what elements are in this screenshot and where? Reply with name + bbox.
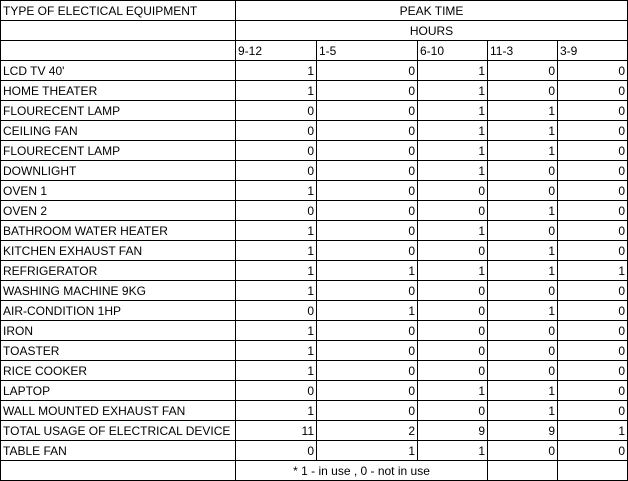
- usage-value-cell: 9: [488, 421, 558, 441]
- usage-value-cell: 0: [317, 361, 418, 381]
- usage-value-cell: 0: [558, 341, 628, 361]
- usage-value-cell: 1: [236, 81, 317, 101]
- time-slot-header: 6-10: [418, 41, 488, 61]
- equipment-name: OVEN 1: [1, 181, 236, 201]
- table-row: [1, 361, 628, 381]
- usage-value-cell: 0: [488, 161, 558, 181]
- time-slot-header: 9-12: [236, 41, 317, 61]
- header-row-3: [1, 41, 628, 61]
- usage-value-cell: 0: [488, 281, 558, 301]
- usage-value-cell: 0: [558, 381, 628, 401]
- usage-value-cell: 0: [558, 101, 628, 121]
- table-body: [1, 1, 628, 461]
- usage-value-cell: 1: [488, 301, 558, 321]
- usage-value-cell: 1: [418, 101, 488, 121]
- usage-value-cell: 0: [236, 441, 317, 461]
- equipment-name: REFRIGERATOR: [1, 261, 236, 281]
- usage-value-cell: 0: [418, 321, 488, 341]
- usage-value-cell: 0: [317, 161, 418, 181]
- usage-value-cell: 9: [418, 421, 488, 441]
- usage-value-cell: 0: [558, 301, 628, 321]
- usage-value-cell: 0: [317, 141, 418, 161]
- usage-value-cell: 0: [488, 441, 558, 461]
- usage-value-cell: 0: [558, 401, 628, 421]
- usage-value-cell: 0: [558, 241, 628, 261]
- usage-value-cell: 0: [317, 181, 418, 201]
- usage-value-cell: 0: [236, 121, 317, 141]
- time-slot-header: 1-5: [317, 41, 418, 61]
- table-row: [1, 201, 628, 221]
- usage-value-cell: 0: [317, 81, 418, 101]
- usage-value-cell: 1: [418, 141, 488, 161]
- usage-value-cell: 1: [317, 261, 418, 281]
- footnote: * 1 - in use , 0 - not in use: [236, 461, 488, 481]
- usage-value-cell: 1: [236, 61, 317, 81]
- usage-value-cell: 0: [558, 221, 628, 241]
- usage-value-cell: 0: [317, 281, 418, 301]
- equipment-name: CEILING FAN: [1, 121, 236, 141]
- usage-value-cell: 0: [558, 61, 628, 81]
- usage-value-cell: 1: [418, 261, 488, 281]
- usage-value-cell: 1: [558, 261, 628, 281]
- usage-value-cell: 0: [317, 241, 418, 261]
- peak-time-header: PEAK TIME: [236, 1, 628, 21]
- blank-cell: [1, 21, 236, 41]
- blank-cell: [1, 41, 236, 61]
- usage-value-cell: 1: [317, 441, 418, 461]
- equipment-name: DOWNLIGHT: [1, 161, 236, 181]
- equipment-name: LAPTOP: [1, 381, 236, 401]
- usage-value-cell: 0: [317, 341, 418, 361]
- usage-value-cell: 1: [236, 181, 317, 201]
- equipment-name: IRON: [1, 321, 236, 341]
- usage-value-cell: 0: [418, 241, 488, 261]
- usage-value-cell: 1: [418, 61, 488, 81]
- equipment-name: KITCHEN EXHAUST FAN: [1, 241, 236, 261]
- usage-value-cell: 1: [488, 261, 558, 281]
- usage-value-cell: 0: [418, 281, 488, 301]
- usage-value-cell: 0: [488, 341, 558, 361]
- equipment-name: FLOURECENT LAMP: [1, 141, 236, 161]
- equipment-name: TABLE FAN: [1, 441, 236, 461]
- usage-value-cell: 0: [488, 61, 558, 81]
- table-row: [1, 241, 628, 261]
- usage-value-cell: 0: [558, 281, 628, 301]
- usage-value-cell: 1: [236, 221, 317, 241]
- table-row: [1, 121, 628, 141]
- usage-value-cell: 1: [418, 81, 488, 101]
- usage-value-cell: 0: [236, 201, 317, 221]
- equipment-name: LCD TV 40': [1, 61, 236, 81]
- usage-value-cell: 0: [558, 81, 628, 101]
- usage-value-cell: 0: [236, 301, 317, 321]
- header-row-1: [1, 1, 628, 21]
- usage-value-cell: 1: [488, 141, 558, 161]
- usage-value-cell: 0: [488, 221, 558, 241]
- usage-value-cell: 0: [418, 201, 488, 221]
- usage-value-cell: 1: [488, 201, 558, 221]
- usage-value-cell: 0: [488, 81, 558, 101]
- table-row: [1, 261, 628, 281]
- table-row: [1, 281, 628, 301]
- equipment-name: FLOURECENT LAMP: [1, 101, 236, 121]
- usage-value-cell: 1: [236, 401, 317, 421]
- usage-value-cell: 0: [317, 321, 418, 341]
- equipment-name: RICE COOKER: [1, 361, 236, 381]
- usage-value-cell: 1: [236, 281, 317, 301]
- usage-value-cell: 1: [488, 121, 558, 141]
- usage-value-cell: 1: [418, 381, 488, 401]
- usage-value-cell: 0: [418, 181, 488, 201]
- usage-value-cell: 2: [317, 421, 418, 441]
- table-row: [1, 401, 628, 421]
- table-row: [1, 341, 628, 361]
- usage-value-cell: 0: [236, 101, 317, 121]
- equipment-column-header: TYPE OF ELECTICAL EQUIPMENT: [1, 1, 236, 21]
- usage-value-cell: 0: [558, 201, 628, 221]
- equipment-name: HOME THEATER: [1, 81, 236, 101]
- usage-value-cell: 1: [236, 341, 317, 361]
- footnote-row: [1, 461, 628, 481]
- usage-value-cell: 0: [558, 181, 628, 201]
- usage-value-cell: 0: [558, 441, 628, 461]
- usage-value-cell: 1: [236, 361, 317, 381]
- usage-value-cell: 1: [418, 221, 488, 241]
- time-slot-header: 3-9: [558, 41, 628, 61]
- table-row: [1, 221, 628, 241]
- usage-value-cell: 11: [236, 421, 317, 441]
- usage-value-cell: 1: [236, 261, 317, 281]
- usage-value-cell: 0: [488, 361, 558, 381]
- usage-value-cell: 0: [558, 161, 628, 181]
- table-row: [1, 321, 628, 341]
- table-row: [1, 161, 628, 181]
- table-row: [1, 61, 628, 81]
- usage-value-cell: 1: [418, 121, 488, 141]
- usage-value-cell: 0: [488, 181, 558, 201]
- usage-value-cell: 0: [236, 381, 317, 401]
- usage-value-cell: 1: [418, 161, 488, 181]
- table-row: [1, 381, 628, 401]
- time-slot-header: 11-3: [488, 41, 558, 61]
- usage-value-cell: 1: [236, 241, 317, 261]
- usage-value-cell: 1: [488, 381, 558, 401]
- hours-header: HOURS: [236, 21, 628, 41]
- table-row: [1, 101, 628, 121]
- usage-value-cell: 0: [558, 361, 628, 381]
- equipment-name: BATHROOM WATER HEATER: [1, 221, 236, 241]
- usage-value-cell: 1: [236, 321, 317, 341]
- usage-value-cell: 0: [317, 221, 418, 241]
- table-row: [1, 81, 628, 101]
- usage-value-cell: 0: [558, 321, 628, 341]
- table-row: [1, 181, 628, 201]
- equipment-name: OVEN 2: [1, 201, 236, 221]
- equipment-name: TOTAL USAGE OF ELECTRICAL DEVICE: [1, 421, 236, 441]
- table-row: [1, 141, 628, 161]
- usage-value-cell: 0: [236, 141, 317, 161]
- usage-value-cell: 0: [317, 61, 418, 81]
- usage-value-cell: 1: [488, 401, 558, 421]
- table-row: [1, 441, 628, 461]
- usage-value-cell: 0: [317, 381, 418, 401]
- usage-value-cell: 0: [418, 401, 488, 421]
- table-row: [1, 301, 628, 321]
- equipment-name: TOASTER: [1, 341, 236, 361]
- equipment-name: WALL MOUNTED EXHAUST FAN: [1, 401, 236, 421]
- usage-value-cell: 1: [418, 441, 488, 461]
- usage-value-cell: 1: [317, 301, 418, 321]
- usage-value-cell: 0: [317, 401, 418, 421]
- usage-value-cell: 0: [418, 341, 488, 361]
- equipment-name: WASHING MACHINE 9KG: [1, 281, 236, 301]
- table-row: [1, 421, 628, 441]
- usage-value-cell: 0: [236, 161, 317, 181]
- usage-value-cell: 0: [317, 121, 418, 141]
- usage-value-cell: 1: [488, 241, 558, 261]
- usage-value-cell: 0: [317, 101, 418, 121]
- equipment-name: AIR-CONDITION 1HP: [1, 301, 236, 321]
- usage-value-cell: 1: [488, 101, 558, 121]
- usage-value-cell: 0: [418, 361, 488, 381]
- usage-value-cell: 0: [418, 301, 488, 321]
- usage-value-cell: 0: [488, 321, 558, 341]
- usage-value-cell: 0: [317, 201, 418, 221]
- usage-value-cell: 0: [558, 141, 628, 161]
- header-row-2: [1, 21, 628, 41]
- usage-value-cell: 0: [558, 121, 628, 141]
- usage-value-cell: 1: [558, 421, 628, 441]
